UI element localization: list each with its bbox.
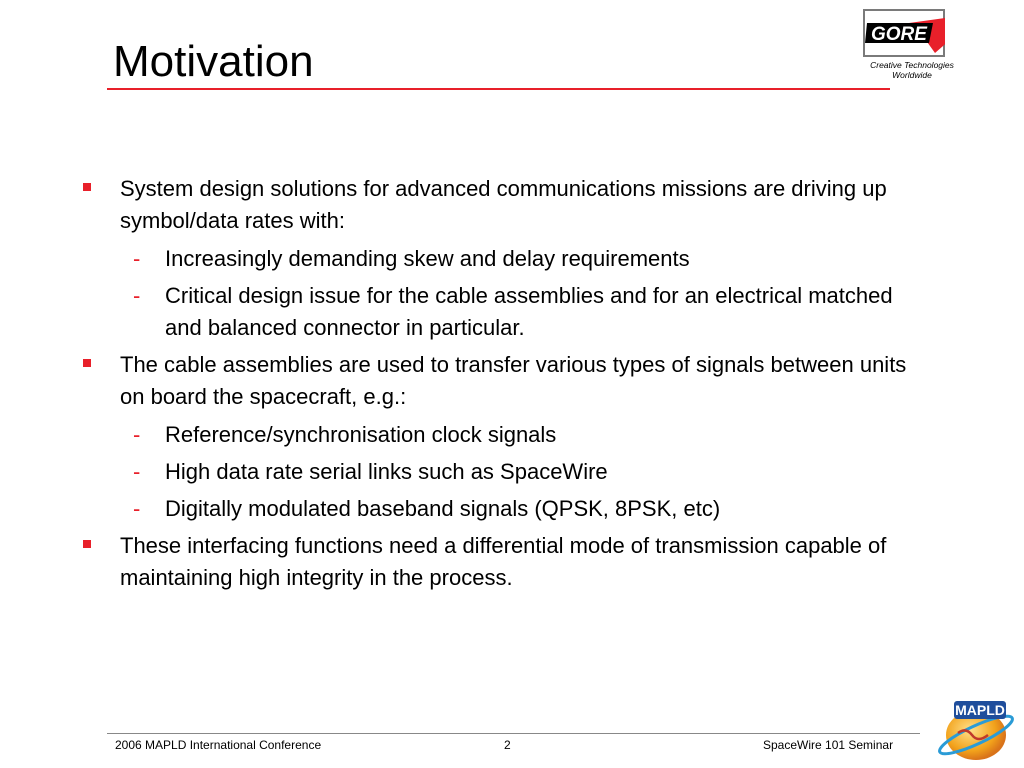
slide-title: Motivation (113, 37, 314, 86)
dash-icon: - (133, 459, 141, 484)
sub-bullet-item (83, 243, 933, 275)
dash-icon: - (133, 283, 141, 308)
gore-tagline-line2: Worldwide (892, 70, 932, 80)
gore-logo-tagline (867, 60, 957, 80)
footer-divider (107, 733, 920, 734)
gore-logo-box (863, 9, 945, 57)
sub-bullet-item (83, 280, 933, 344)
gore-logo-text: GORE (871, 24, 927, 45)
footer-page-number: 2 (504, 738, 511, 752)
sub-bullet-item (83, 493, 933, 525)
sub-bullet-text: High data rate serial links such as SpaceWire (165, 459, 608, 484)
dash-icon: - (133, 496, 141, 521)
footer-conference: 2006 MAPLD International Conference (115, 738, 322, 752)
dash-icon: - (133, 246, 141, 271)
sub-bullet-text: Digitally modulated baseband signals (QPSK, 8PSK, etc) (165, 496, 721, 521)
sub-bullet-item (83, 419, 933, 451)
gore-logo (863, 9, 963, 89)
mapld-logo-text: MAPLD (955, 702, 1005, 718)
bullet-text: The cable assemblies are used to transfer various types of signals between units on board the spacecraft, e.g.: (120, 352, 907, 409)
bullet-item (83, 349, 933, 413)
bullet-square-icon (83, 540, 91, 548)
dash-icon: - (133, 422, 141, 447)
title-divider (107, 88, 890, 90)
sub-bullet-text: Increasingly demanding skew and delay requirements (165, 246, 690, 271)
bullet-text: System design solutions for advanced communications missions are driving up symbol/data rates with: (120, 176, 887, 233)
mapld-logo (928, 697, 1020, 763)
bullet-square-icon (83, 359, 91, 367)
sub-bullet-item (83, 456, 933, 488)
footer-seminar: SpaceWire 101 Seminar (763, 738, 894, 752)
sub-bullet-text: Reference/synchronisation clock signals (165, 422, 557, 447)
bullet-square-icon (83, 183, 91, 191)
slide-content (83, 173, 933, 600)
bullet-item (83, 530, 933, 594)
mapld-globe-icon (928, 697, 1020, 763)
bullet-item (83, 173, 933, 237)
bullet-text: These interfacing functions need a differential mode of transmission capable of maintaining high integrity in the process. (120, 533, 887, 590)
sub-bullet-text: Critical design issue for the cable assemblies and for an electrical matched and balanced connector in particular. (165, 283, 893, 340)
gore-tagline-line1: Creative Technologies (870, 60, 954, 70)
